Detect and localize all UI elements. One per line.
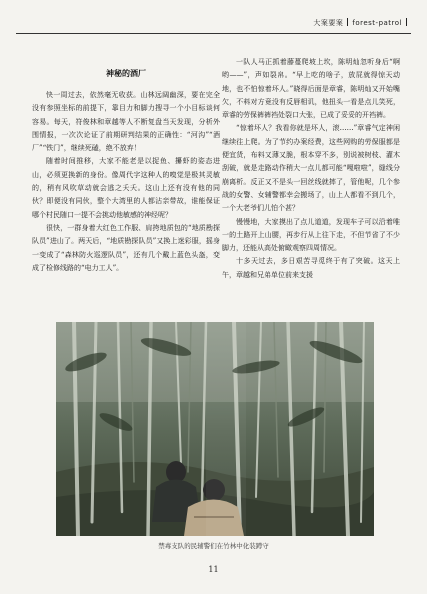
- paragraph: “惊着坏人？我看你就是坏人，滚……”章睿气定神闲继续往上爬。为了节约办案经费，这些网购的劳保服都是便宜货，布料又薄又脆，根本穿不多，别说被树枝、灌木刮破，就是走路动作稍大一点儿都可能“嘎啦啦”，缝线分崩离析。反正又不是头一回丝线就摔了，管他呢，几个参战的女警、女辅警都幸会搬场了，山上人都看不到几个，一个大老爷们儿怕个甚？: [222, 124, 400, 213]
- article-title: 神秘的酒厂: [106, 68, 146, 78]
- paragraph: 很快，一群身着大红色工作服、肩挎地质包的“地质勘探队员”进山了。两天后，“地质勘探队员”又换上迷彩服，摇身一变成了“森林防火巡逻队员”，还有几个戴上蓝色头盔，变成了检修线路的“电力工人”。: [32, 223, 220, 272]
- paragraph: 十多天过去，多日艰苦寻觅终于有了突破。这天上午，章越和兄弟单位前来支援: [222, 257, 400, 279]
- header-divider-end: [406, 18, 407, 26]
- paragraph: 慢慢地，大家摸出了点儿道道，发现车子可以沿着唯一的土路开上山腰，再步行从上往下走，不但节省了不少脚力，还能从高处俯瞰观察四周情况。: [222, 217, 400, 253]
- header-rule: [16, 33, 411, 34]
- paragraph: 随着时间推移，大家不能老是以捉鱼、攥虾的姿态进山，必须更换新的身份。像周代字这种人的嗅觉是极其灵敏的，稍有风吹草动就会逃之夭夭。这山上还有没有他的同伙？即便没有同伙，整个大湾里的人都沾亲带故，谁能保证哪个村民随口一提不会挑动他敏感的神经呢？: [32, 157, 220, 219]
- header-subtitle: forest-patrol: [352, 19, 402, 27]
- paragraph: 快一周过去，依然毫无收获。山林远阔幽深，要在完全没有参照坐标的前提下，靠目力和脚力搜寻一个小目标谈何容易。每天，符俊林和章越等人不断复盘当天发现，分析外围情报，一次次论证了前期研判结果的正确性：“河沟”“酒厂”“铁门”，继续死磕，绝不放弃！: [32, 91, 220, 153]
- photo-illustration: [56, 322, 374, 536]
- right-column: [222, 56, 400, 282]
- header-divider: [347, 18, 348, 26]
- photo-caption: 禁毒支队的民辅警们在竹林中化装蹲守: [158, 542, 269, 550]
- header-section: 大案要案: [313, 19, 344, 27]
- running-header: [313, 18, 411, 28]
- paragraph: 一队人马正抓着藤蔓爬坡上坎，陈明灿忽听身后“啊哟——”，声如裂帛。“早上吃的啥子，放屁就得惊天动地，也不怕惊着坏人。”晓得后面是章睿，陈明灿又开始嘴欠，不料对方竟没有反唇相讥，他扭头一看是点儿笑死，章睿的劳保裤裤裆处裂口大张，已成了妥妥的开裆裤。: [222, 58, 400, 120]
- left-column: [32, 54, 220, 275]
- bamboo-forest-photo: [56, 322, 374, 536]
- page-number: 11: [208, 565, 219, 574]
